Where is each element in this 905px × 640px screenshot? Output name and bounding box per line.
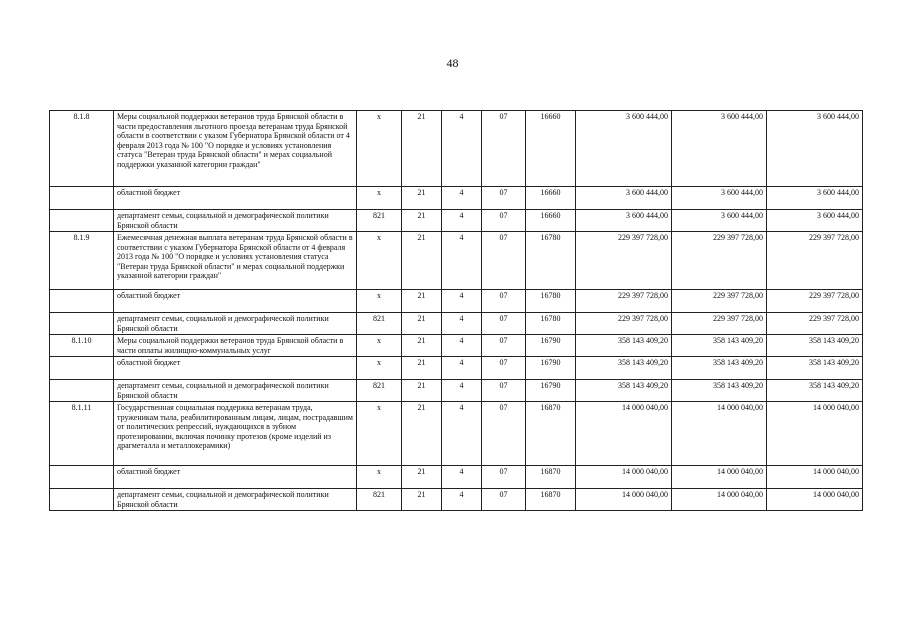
amount-cell: 14 000 040,00 [576, 489, 672, 511]
table-row [50, 232, 863, 290]
table-row [50, 187, 863, 210]
code-cell: 821 [357, 380, 402, 402]
code-cell: 07 [482, 111, 526, 187]
code-cell: 821 [357, 313, 402, 335]
row-number [50, 187, 114, 210]
row-name: областной бюджет [114, 187, 357, 210]
code-cell: 16790 [526, 357, 576, 380]
code-cell: 4 [442, 335, 482, 357]
table-row [50, 380, 863, 402]
amount-cell: 3 600 444,00 [767, 111, 863, 187]
row-name: Ежемесячная денежная выплата ветеранам труда Брянской области в соответствии с указом Губернатора Брянской области от 4 февраля 2013 года № 100 "О порядке и условиях установления статуса "Ветеран труда Брянской области" и мерах социальной поддержки указанной категории граждан" [114, 232, 357, 290]
amount-cell: 3 600 444,00 [672, 111, 767, 187]
code-cell: 16660 [526, 187, 576, 210]
code-cell: 21 [402, 402, 442, 466]
amount-cell: 3 600 444,00 [576, 210, 672, 232]
table-row [50, 466, 863, 489]
code-cell: 4 [442, 232, 482, 290]
amount-cell: 229 397 728,00 [672, 290, 767, 313]
code-cell: 16780 [526, 232, 576, 290]
code-cell: 07 [482, 489, 526, 511]
code-cell: 21 [402, 232, 442, 290]
code-cell: x [357, 111, 402, 187]
page-number: 48 [446, 56, 459, 70]
row-number [50, 290, 114, 313]
code-cell: 4 [442, 402, 482, 466]
row-name: Меры социальной поддержки ветеранов труда Брянской области в части оплаты жилищно-коммунальных услуг [114, 335, 357, 357]
row-number: 8.1.10 [50, 335, 114, 357]
code-cell: 16870 [526, 489, 576, 511]
amount-cell: 229 397 728,00 [672, 313, 767, 335]
code-cell: 4 [442, 466, 482, 489]
code-cell: 16870 [526, 466, 576, 489]
code-cell: 07 [482, 187, 526, 210]
code-cell: 16790 [526, 335, 576, 357]
amount-cell: 14 000 040,00 [672, 402, 767, 466]
amount-cell: 3 600 444,00 [767, 210, 863, 232]
row-name: департамент семьи, социальной и демографической политики Брянской области [114, 210, 357, 232]
code-cell: 07 [482, 466, 526, 489]
amount-cell: 229 397 728,00 [576, 290, 672, 313]
amount-cell: 3 600 444,00 [672, 187, 767, 210]
table-row [50, 210, 863, 232]
code-cell: x [357, 466, 402, 489]
code-cell: 4 [442, 313, 482, 335]
code-cell: 21 [402, 466, 442, 489]
amount-cell: 229 397 728,00 [767, 290, 863, 313]
code-cell: 16870 [526, 402, 576, 466]
amount-cell: 358 143 409,20 [767, 380, 863, 402]
amount-cell: 3 600 444,00 [767, 187, 863, 210]
row-number: 8.1.9 [50, 232, 114, 290]
amount-cell: 229 397 728,00 [576, 313, 672, 335]
row-name: департамент семьи, социальной и демографической политики Брянской области [114, 380, 357, 402]
code-cell: x [357, 357, 402, 380]
code-cell: 07 [482, 210, 526, 232]
amount-cell: 358 143 409,20 [672, 357, 767, 380]
table-row [50, 313, 863, 335]
code-cell: 4 [442, 489, 482, 511]
table-row [50, 357, 863, 380]
row-number [50, 313, 114, 335]
code-cell: 16660 [526, 111, 576, 187]
code-cell: 07 [482, 402, 526, 466]
amount-cell: 358 143 409,20 [576, 380, 672, 402]
code-cell: 4 [442, 187, 482, 210]
code-cell: x [357, 232, 402, 290]
amount-cell: 3 600 444,00 [576, 111, 672, 187]
code-cell: x [357, 402, 402, 466]
row-name: Меры социальной поддержки ветеранов труда Брянской области в части предоставления льготного проезда ветеранам труда Брянской области в соответствии с указом Губернатора Брянской области от 4 февраля 2013 года № 100 "О порядке и условиях установления статуса "Ветеран труда Брянской области" и мерах социальной поддержки указанной категории граждан" [114, 111, 357, 187]
code-cell: 821 [357, 210, 402, 232]
code-cell: 21 [402, 380, 442, 402]
amount-cell: 3 600 444,00 [672, 210, 767, 232]
row-number [50, 380, 114, 402]
amount-cell: 229 397 728,00 [576, 232, 672, 290]
code-cell: x [357, 335, 402, 357]
code-cell: 21 [402, 489, 442, 511]
table-row [50, 402, 863, 466]
code-cell: 21 [402, 335, 442, 357]
code-cell: 07 [482, 380, 526, 402]
row-name: департамент семьи, социальной и демографической политики Брянской области [114, 489, 357, 511]
code-cell: 07 [482, 357, 526, 380]
code-cell: 16780 [526, 290, 576, 313]
code-cell: 4 [442, 210, 482, 232]
table-row [50, 290, 863, 313]
code-cell: 21 [402, 357, 442, 380]
table-row [50, 489, 863, 511]
code-cell: 4 [442, 111, 482, 187]
code-cell: 4 [442, 357, 482, 380]
row-number: 8.1.8 [50, 111, 114, 187]
row-number [50, 210, 114, 232]
row-name: областной бюджет [114, 466, 357, 489]
code-cell: x [357, 290, 402, 313]
amount-cell: 14 000 040,00 [767, 402, 863, 466]
row-name: Государственная социальная поддержка ветеранам труда, труженикам тыла, реабилитированным лицам, лицам, пострадавшим от политических репрессий, нуждающихся в зубном протезировании, включая починку протезов (кроме изделий из драгметалла и металлокерамики) [114, 402, 357, 466]
code-cell: 4 [442, 380, 482, 402]
code-cell: 07 [482, 290, 526, 313]
amount-cell: 229 397 728,00 [767, 232, 863, 290]
budget-table [49, 110, 863, 511]
amount-cell: 14 000 040,00 [672, 489, 767, 511]
row-number [50, 466, 114, 489]
row-number: 8.1.11 [50, 402, 114, 466]
code-cell: 821 [357, 489, 402, 511]
amount-cell: 358 143 409,20 [767, 357, 863, 380]
code-cell: 21 [402, 111, 442, 187]
code-cell: x [357, 187, 402, 210]
amount-cell: 358 143 409,20 [672, 380, 767, 402]
amount-cell: 358 143 409,20 [576, 335, 672, 357]
row-number [50, 357, 114, 380]
code-cell: 16780 [526, 313, 576, 335]
code-cell: 16660 [526, 210, 576, 232]
code-cell: 16790 [526, 380, 576, 402]
amount-cell: 229 397 728,00 [672, 232, 767, 290]
table-row [50, 335, 863, 357]
code-cell: 07 [482, 335, 526, 357]
row-name: департамент семьи, социальной и демографической политики Брянской области [114, 313, 357, 335]
table-row [50, 111, 863, 187]
amount-cell: 14 000 040,00 [767, 489, 863, 511]
amount-cell: 358 143 409,20 [767, 335, 863, 357]
amount-cell: 14 000 040,00 [767, 466, 863, 489]
row-name: областной бюджет [114, 290, 357, 313]
amount-cell: 14 000 040,00 [576, 466, 672, 489]
code-cell: 21 [402, 210, 442, 232]
row-name: областной бюджет [114, 357, 357, 380]
code-cell: 07 [482, 232, 526, 290]
code-cell: 4 [442, 290, 482, 313]
amount-cell: 3 600 444,00 [576, 187, 672, 210]
code-cell: 21 [402, 290, 442, 313]
code-cell: 21 [402, 187, 442, 210]
amount-cell: 358 143 409,20 [576, 357, 672, 380]
row-number [50, 489, 114, 511]
code-cell: 07 [482, 313, 526, 335]
amount-cell: 14 000 040,00 [576, 402, 672, 466]
amount-cell: 14 000 040,00 [672, 466, 767, 489]
code-cell: 21 [402, 313, 442, 335]
amount-cell: 229 397 728,00 [767, 313, 863, 335]
amount-cell: 358 143 409,20 [672, 335, 767, 357]
